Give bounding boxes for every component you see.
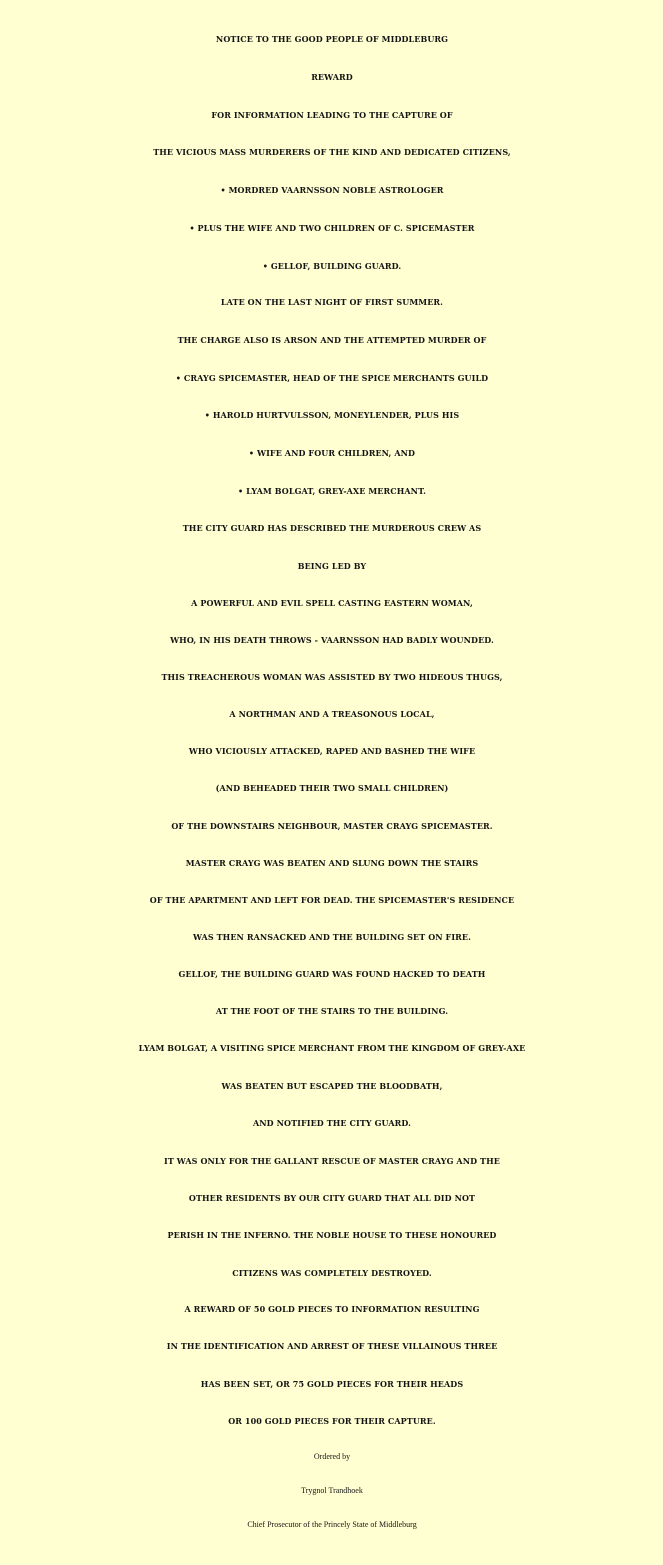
notice-line: WAS BEATEN BUT ESCAPED THE BLOODBATH, bbox=[221, 1081, 443, 1091]
notice-heading: NOTICE TO THE GOOD PEOPLE OF MIDDLEBURG bbox=[215, 34, 449, 44]
notice-line: A NORTHMAN AND A TREASONOUS LOCAL, bbox=[229, 709, 435, 719]
notice-line: AT THE FOOT OF THE STAIRS TO THE BUILDING. bbox=[215, 1006, 449, 1016]
notice-line: GELLOF, THE BUILDING GUARD WAS FOUND HACKED TO DEATH bbox=[178, 969, 486, 979]
victim-list-item: • CRAYG SPICEMASTER, HEAD OF THE SPICE MERCHANTS GUILD bbox=[175, 373, 489, 383]
notice-line: CITIZENS WAS COMPLETELY DESTROYED. bbox=[232, 1268, 432, 1278]
victim-list-item: • HAROLD HURTVULSSON, MONEYLENDER, PLUS HIS bbox=[204, 410, 460, 420]
ordered-by-label: Ordered by bbox=[313, 1452, 351, 1461]
signatory-title: Chief Prosecutor of the Princely State of Middleburg bbox=[247, 1520, 417, 1529]
notice-line: BEING LED BY bbox=[297, 561, 367, 571]
victim-list-item: • GELLOF, BUILDING GUARD. bbox=[262, 261, 402, 271]
reward-heading: REWARD bbox=[311, 72, 353, 82]
notice-line: THE CITY GUARD HAS DESCRIBED THE MURDEROUS CREW AS bbox=[182, 523, 482, 533]
notice-line: WAS THEN RANSACKED AND THE BUILDING SET ON FIRE. bbox=[192, 932, 472, 942]
notice-line: MASTER CRAYG WAS BEATEN AND SLUNG DOWN THE STAIRS bbox=[185, 858, 479, 868]
notice-line: OF THE DOWNSTAIRS NEIGHBOUR, MASTER CRAYG SPICEMASTER. bbox=[171, 821, 493, 831]
signatory-name: Trygnol Trandhoek bbox=[301, 1486, 363, 1495]
notice-line: THIS TREACHEROUS WOMAN WAS ASSISTED BY TWO HIDEOUS THUGS, bbox=[161, 672, 503, 682]
notice-line: FOR INFORMATION LEADING TO THE CAPTURE OF bbox=[211, 110, 453, 120]
notice-line: PERISH IN THE INFERNO. THE NOBLE HOUSE TO THESE HONOURED bbox=[167, 1230, 497, 1240]
victim-list-item: • WIFE AND FOUR CHILDREN, AND bbox=[248, 448, 416, 458]
notice-line: IN THE IDENTIFICATION AND ARREST OF THESE VILLAINOUS THREE bbox=[166, 1341, 498, 1351]
notice-line: A POWERFUL AND EVIL SPELL CASTING EASTERN WOMAN, bbox=[191, 598, 473, 608]
notice-line: LYAM BOLGAT, A VISITING SPICE MERCHANT FROM THE KINGDOM OF GREY-AXE bbox=[138, 1043, 526, 1053]
notice-line: WHO, IN HIS DEATH THROWS - VAARNSSON HAD BADLY WOUNDED. bbox=[170, 635, 494, 645]
notice-line: OR 100 GOLD PIECES FOR THEIR CAPTURE. bbox=[228, 1416, 436, 1426]
victim-list-item: • LYAM BOLGAT, GREY-AXE MERCHANT. bbox=[238, 486, 426, 496]
notice-line: OF THE APARTMENT AND LEFT FOR DEAD. THE SPICEMASTER'S RESIDENCE bbox=[149, 895, 515, 905]
notice-line: OTHER RESIDENTS BY OUR CITY GUARD THAT ALL DID NOT bbox=[188, 1193, 476, 1203]
notice-line: THE CHARGE ALSO IS ARSON AND THE ATTEMPTED MURDER OF bbox=[177, 335, 487, 345]
notice-line: A REWARD OF 50 GOLD PIECES TO INFORMATION RESULTING bbox=[184, 1304, 480, 1314]
notice-line: THE VICIOUS MASS MURDERERS OF THE KIND AND DEDICATED CITIZENS, bbox=[153, 147, 511, 157]
victim-list-item: • PLUS THE WIFE AND TWO CHILDREN OF C. SPICEMASTER bbox=[189, 223, 475, 233]
notice-line: WHO VICIOUSLY ATTACKED, RAPED AND BASHED THE WIFE bbox=[188, 746, 476, 756]
notice-line: AND NOTIFIED THE CITY GUARD. bbox=[252, 1118, 412, 1128]
notice-line: HAS BEEN SET, OR 75 GOLD PIECES FOR THEIR HEADS bbox=[200, 1379, 464, 1389]
notice-line: LATE ON THE LAST NIGHT OF FIRST SUMMER. bbox=[220, 297, 444, 307]
victim-list-item: • MORDRED VAARNSSON NOBLE ASTROLOGER bbox=[220, 185, 444, 195]
notice-line: IT WAS ONLY FOR THE GALLANT RESCUE OF MASTER CRAYG AND THE bbox=[164, 1156, 500, 1166]
notice-line: (AND BEHEADED THEIR TWO SMALL CHILDREN) bbox=[215, 783, 449, 793]
